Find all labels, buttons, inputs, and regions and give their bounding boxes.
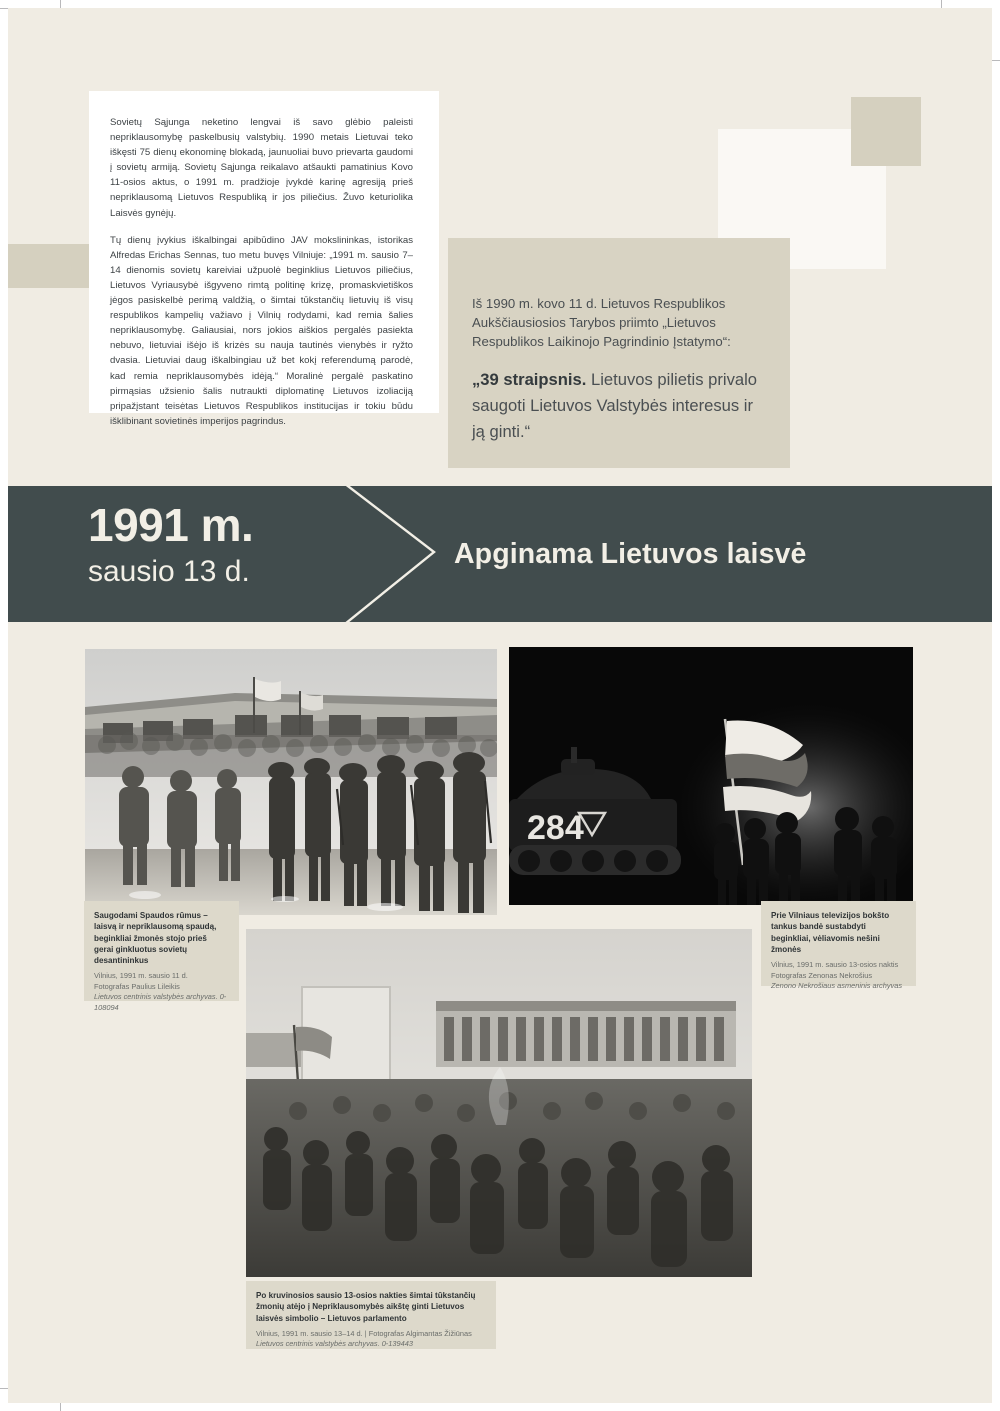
- intro-paragraph-1: Sovietų Sąjunga neketino lengvai iš savo glėbio paleisti nepriklausomybę paskelbusių valstybių. 1990 metais Lietuvai teko iškęsti 75 dienų ekonominę blokadą, jaunuoliai buvo prievarta gaudomi į sovietų armiją. Sovietų Sąjunga reikalavo atšaukti pamatinius Kovo 11-osios aktus, o 1991 m. pradžioje įvykdė karinę agresiją prieš nepriklausomą Lietuvos Respubliką ir jos piliečius. Žuvo keturiolika Laisvės gynėjų.: [110, 117, 413, 219]
- banner-title: Apginama Lietuvos laisvė: [454, 537, 807, 570]
- caption-title: Po kruvinosios sausio 13-osios nakties šimtai tūkstančių žmonių atėjo į Nepriklausomybės aikštę ginti Lietuvos laisvės simbolio – Lietuvos parlamento: [256, 1291, 476, 1323]
- photo-parliament-image: [246, 929, 752, 1277]
- photo-tv-tower-tank: [509, 647, 913, 905]
- quote-article: [472, 367, 760, 445]
- quote-source: Iš 1990 m. kovo 11 d. Lietuvos Respublikos Aukščiausiosios Tarybos priimto „Lietuvos Respublikos Laikinojo Pagrindinio Įstatymo“:: [472, 296, 731, 349]
- quote-card: [448, 238, 790, 468]
- caption-archive: Zenono Nekrošiaus asmeninis archyvas: [771, 981, 903, 990]
- photo-tv-tower-tank-image: [509, 647, 913, 905]
- banner-date-block: [88, 500, 348, 592]
- quote-article-label: „39 straipsnis.: [472, 370, 587, 389]
- caption-title: Prie Vilniaus televizijos bokšto tankus bandė sustabdyti beginkliai, vėliavomis nešini žmonės: [771, 911, 890, 954]
- caption-archive: Lietuvos centrinis valstybės archyvas. 0-139443: [256, 1339, 413, 1349]
- caption-tv-tower: [761, 901, 916, 990]
- caption-place-date: Vilnius, 1991 m. sausio 13-osios naktis: [771, 960, 899, 970]
- photo-press-house: [85, 649, 497, 915]
- caption-meta: [256, 1329, 485, 1350]
- caption-archive: Lietuvos centrinis valstybės archyvas. 0-108094: [94, 992, 227, 1012]
- caption-press-house: [84, 901, 239, 1012]
- chevron-right-icon: [338, 486, 448, 622]
- quote-article-text: Lietuvos pilietis privalo saugoti Lietuvos Valstybės interesus ir ją ginti.“: [472, 370, 758, 441]
- banner-year: 1991 m.: [88, 499, 254, 551]
- photo-parliament: [246, 929, 752, 1277]
- caption-parliament: [246, 1281, 496, 1349]
- banner-day: sausio 13 d.: [88, 555, 250, 588]
- caption-meta: [94, 971, 228, 1013]
- caption-place-date: Vilnius, 1991 m. sausio 11 d.: [94, 971, 188, 981]
- decorative-square-tan: [851, 97, 921, 166]
- caption-photographer: Fotografas Zenonas Nekrošius: [771, 970, 873, 980]
- tank-number-label: 284: [527, 809, 584, 847]
- intro-text-card: [89, 91, 439, 427]
- intro-paragraph-2: Tų dienų įvykius iškalbingai apibūdino JAV mokslininkas, istorikas Alfredas Erichas Sennas, tuo metu buvęs Vilniuje: „1991 m. sausio 7–14 dienomis sovietų kareiviai užpuolė beginklius Lietuvos piliečius, Lietuvos Vyriausybė išgyveno rimtą politinę krizę, promaskvietiškos jėgos pasiskelbė perimą valdžią, o šimtai tūkstančių lietuvių iš visų respublikos kampelių važiavo į Vilnių rodydami, kad remia šalies nepriklausomybę. Galiausiai, nors jokios aiškios pergalės pasiekta nebuvo, lietuviai išėjo iš krizės su nauja tautinės vienybės ir ryžto dvasia. Lietuviai daug iškalbingiau už bet kokį referendumą parodė, kad remia nepriklausomybės idėją.“ Moralinė pergalė paskatino pirmąsias užsienio šalis nutraukti diplomatinę Lietuvos izoliaciją pripažįstant teisėtas Lietuvos Respublikos institucijas ir tokiu būdu išklibinant sovietinės imperijos pagrindus.: [110, 234, 413, 427]
- caption-photographer: Fotografas Paulius Lileikis: [94, 981, 180, 991]
- caption-place-date: Vilnius, 1991 m. sausio 13–14 d. | Fotografas Algimantas Žižiūnas: [256, 1328, 472, 1338]
- caption-title: Saugodami Spaudos rūmus – laisvą ir nepriklausomą spaudą, beginkliai žmonės stojo prieš gerai ginkluotus sovietų desantininkus: [94, 911, 217, 966]
- photo-press-house-image: [85, 649, 497, 915]
- section-banner: [8, 486, 992, 622]
- caption-meta: [771, 960, 905, 991]
